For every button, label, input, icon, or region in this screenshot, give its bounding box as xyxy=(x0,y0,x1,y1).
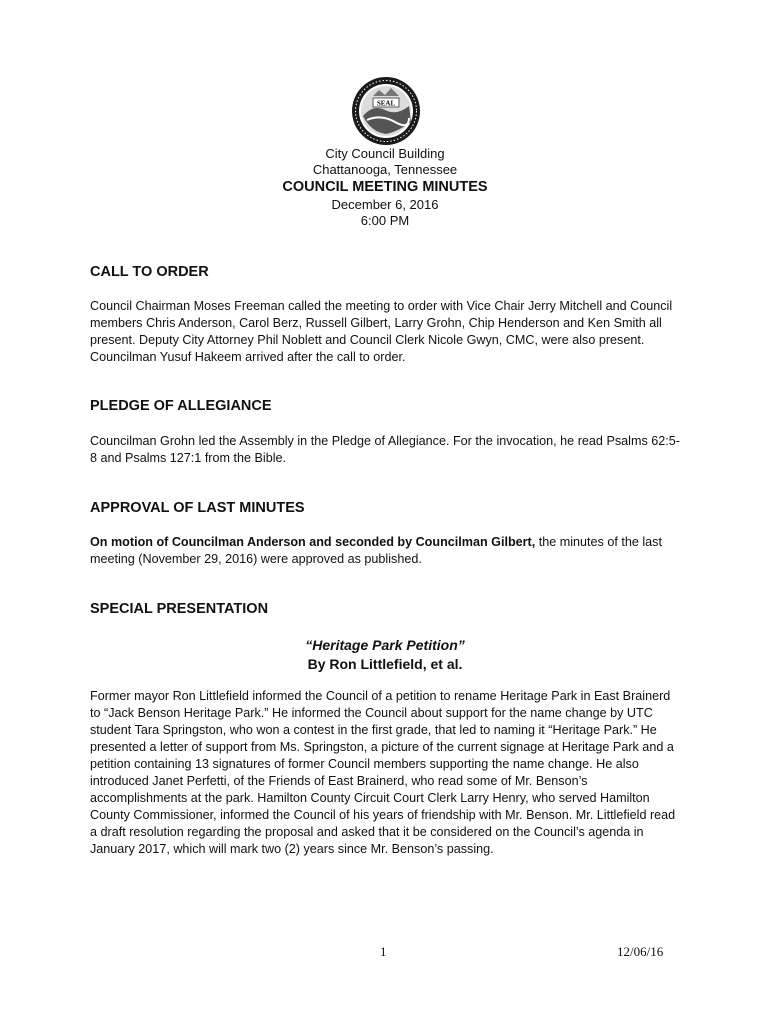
section-call-to-order xyxy=(90,263,680,281)
footer-date: 12/06/16 xyxy=(617,944,664,959)
section-paragraph: Councilman Grohn led the Assembly in the Pledge of Allegiance. For the invocation, he read Psalms 62:5-8 and Psalms 127:1 from the Bible. xyxy=(90,434,680,465)
meeting-date: December 6, 2016 xyxy=(331,197,439,212)
meeting-time: 6:00 PM xyxy=(360,213,410,228)
section-special-body xyxy=(90,688,680,858)
approval-text: the minutes of the last meeting (November 29, 2016) were approved as published. xyxy=(90,535,662,566)
motion-text: On motion of Councilman Anderson and seconded by Councilman Gilbert, xyxy=(90,535,536,549)
section-call-to-order-body xyxy=(90,298,680,366)
section-paragraph: Council Chairman Moses Freeman called the meeting to order with Vice Chair Jerry Mitchell and Council members Chris Anderson, Carol Berz, Russell Gilbert, Larry Grohn, Chip Henderson and Ken Smith all present. Deputy City Attorney Phil Noblett and Council Clerk Nicole Gwyn, CMC, were also present. Councilman Yusuf Hakeem arrived after the call to order. xyxy=(90,299,673,364)
section-pledge xyxy=(90,397,680,415)
section-approval xyxy=(90,499,680,517)
section-heading: APPROVAL OF LAST MINUTES xyxy=(90,500,305,516)
presentation-title: “Heritage Park Petition” xyxy=(305,637,465,653)
section-heading: CALL TO ORDER xyxy=(90,264,209,280)
page-number: 1 xyxy=(380,944,387,959)
building-name: City Council Building xyxy=(325,146,445,161)
seal-label: SEAL xyxy=(376,99,396,108)
section-pledge-body xyxy=(90,433,680,467)
section-special xyxy=(90,600,680,618)
section-paragraph: Former mayor Ron Littlefield informed the Council of a petition to rename Heritage Park in East Brainerd to “Jack Benson Heritage Park.” He informed the Council about support for the name change by UTC student Tara Springston, who won a contest in the first grade, that led to naming it “Heritage Park.” He presented a letter of support from Ms. Springston, a picture of the current signage at Heritage Park and a petition containing 13 signatures of former Council members supporting the name change. He also introduced Janet Perfetti, of the Friends of East Brainerd, who read some of Mr. Benson’s accomplishments at the park. Hamilton County Circuit Court Clerk Larry Henry, who served Hamilton County Commissioner, informed the Council of his years of friendship with Mr. Benson. Mr. Littlefield read a draft resolution regarding the proposal and asked that it be considered on the Council’s agenda in January 2017, which will mark two (2) years since Mr. Benson’s passing. xyxy=(90,689,676,856)
section-heading: SPECIAL PRESENTATION xyxy=(90,601,269,617)
city-name: Chattanooga, Tennessee xyxy=(312,162,458,177)
section-heading: PLEDGE OF ALLEGIANCE xyxy=(90,398,272,414)
city-seal-icon xyxy=(351,76,421,146)
presentation-title-block xyxy=(90,636,680,674)
document-header xyxy=(0,146,770,229)
presenter: By Ron Littlefield, et al. xyxy=(307,656,463,672)
section-approval-body xyxy=(90,534,680,568)
section-paragraph xyxy=(90,534,680,568)
document-title: COUNCIL MEETING MINUTES xyxy=(282,179,488,195)
